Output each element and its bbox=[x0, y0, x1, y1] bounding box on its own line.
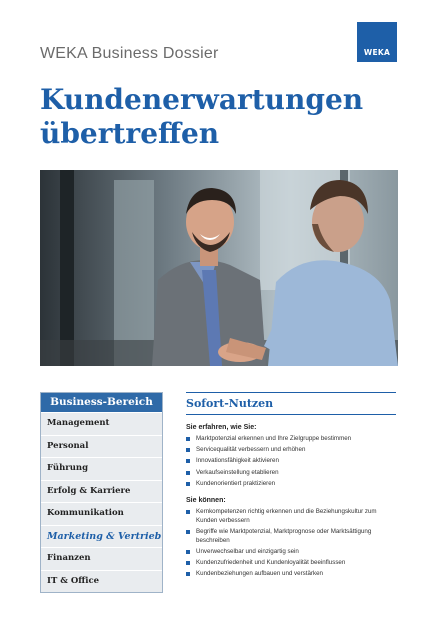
square-bullet-icon bbox=[186, 510, 190, 514]
menu-item-fuehrung[interactable]: Führung bbox=[41, 457, 162, 480]
list-item: Unverwechselbar und einzigartig sein bbox=[186, 548, 396, 557]
can-heading: Sie können: bbox=[186, 497, 226, 505]
list-item: Verkaufseinstellung etablieren bbox=[186, 469, 396, 478]
logo-text: WEKA bbox=[363, 48, 391, 57]
list-item: Kernkompetenzen richtig erkennen und die Beziehungskultur zum Kunden verbessern bbox=[186, 508, 396, 525]
business-area-menu bbox=[40, 392, 163, 593]
menu-item-it-office[interactable]: IT & Office bbox=[41, 570, 162, 593]
can-list bbox=[186, 508, 396, 579]
learn-heading: Sie erfahren, wie Sie: bbox=[186, 424, 257, 431]
square-bullet-icon bbox=[186, 572, 190, 576]
list-item: Kundenzufriedenheit und Kundenloyalität beeinflussen bbox=[186, 559, 396, 568]
square-bullet-icon bbox=[186, 448, 190, 452]
learn-list bbox=[186, 435, 396, 488]
square-bullet-icon bbox=[186, 482, 190, 486]
list-item: Marktpotenzial erkennen und Ihre Zielgruppe bestimmen bbox=[186, 435, 396, 444]
title-line-1: Kundenerwartungen bbox=[40, 83, 364, 116]
top-divider bbox=[186, 392, 396, 393]
menu-item-erfolg-karriere[interactable]: Erfolg & Karriere bbox=[41, 480, 162, 503]
title-line-2: übertreffen bbox=[40, 117, 220, 150]
benefits-heading: Sofort-Nutzen bbox=[186, 397, 274, 410]
cover-photo bbox=[40, 170, 398, 366]
page-title bbox=[40, 83, 420, 151]
handshake-photo-illustration bbox=[40, 170, 398, 366]
benefits-section bbox=[186, 392, 396, 581]
list-item: Innovationsfähigkeit aktivieren bbox=[186, 457, 396, 466]
square-bullet-icon bbox=[186, 561, 190, 565]
list-item: Kundenbeziehungen aufbauen und verstärken bbox=[186, 570, 396, 579]
menu-item-finanzen[interactable]: Finanzen bbox=[41, 547, 162, 570]
list-item: Servicequalität verbessern und erhöhen bbox=[186, 446, 396, 455]
heading-divider bbox=[186, 414, 396, 415]
weka-logo bbox=[357, 22, 397, 62]
menu-item-marketing-vertrieb[interactable]: Marketing & Vertrieb bbox=[41, 525, 162, 548]
square-bullet-icon bbox=[186, 530, 190, 534]
series-title: WEKA Business Dossier bbox=[40, 45, 219, 62]
square-bullet-icon bbox=[186, 550, 190, 554]
menu-item-personal[interactable]: Personal bbox=[41, 435, 162, 458]
menu-heading: Business-Bereich bbox=[41, 393, 162, 412]
menu-item-kommunikation[interactable]: Kommunikation bbox=[41, 502, 162, 525]
menu-item-management[interactable]: Management bbox=[41, 412, 162, 435]
square-bullet-icon bbox=[186, 471, 190, 475]
square-bullet-icon bbox=[186, 437, 190, 441]
list-item: Begriffe wie Marktpotenzial, Marktprognose oder Marktsättigung beschreiben bbox=[186, 528, 396, 545]
list-item: Kundenorientiert praktizieren bbox=[186, 480, 396, 489]
square-bullet-icon bbox=[186, 459, 190, 463]
